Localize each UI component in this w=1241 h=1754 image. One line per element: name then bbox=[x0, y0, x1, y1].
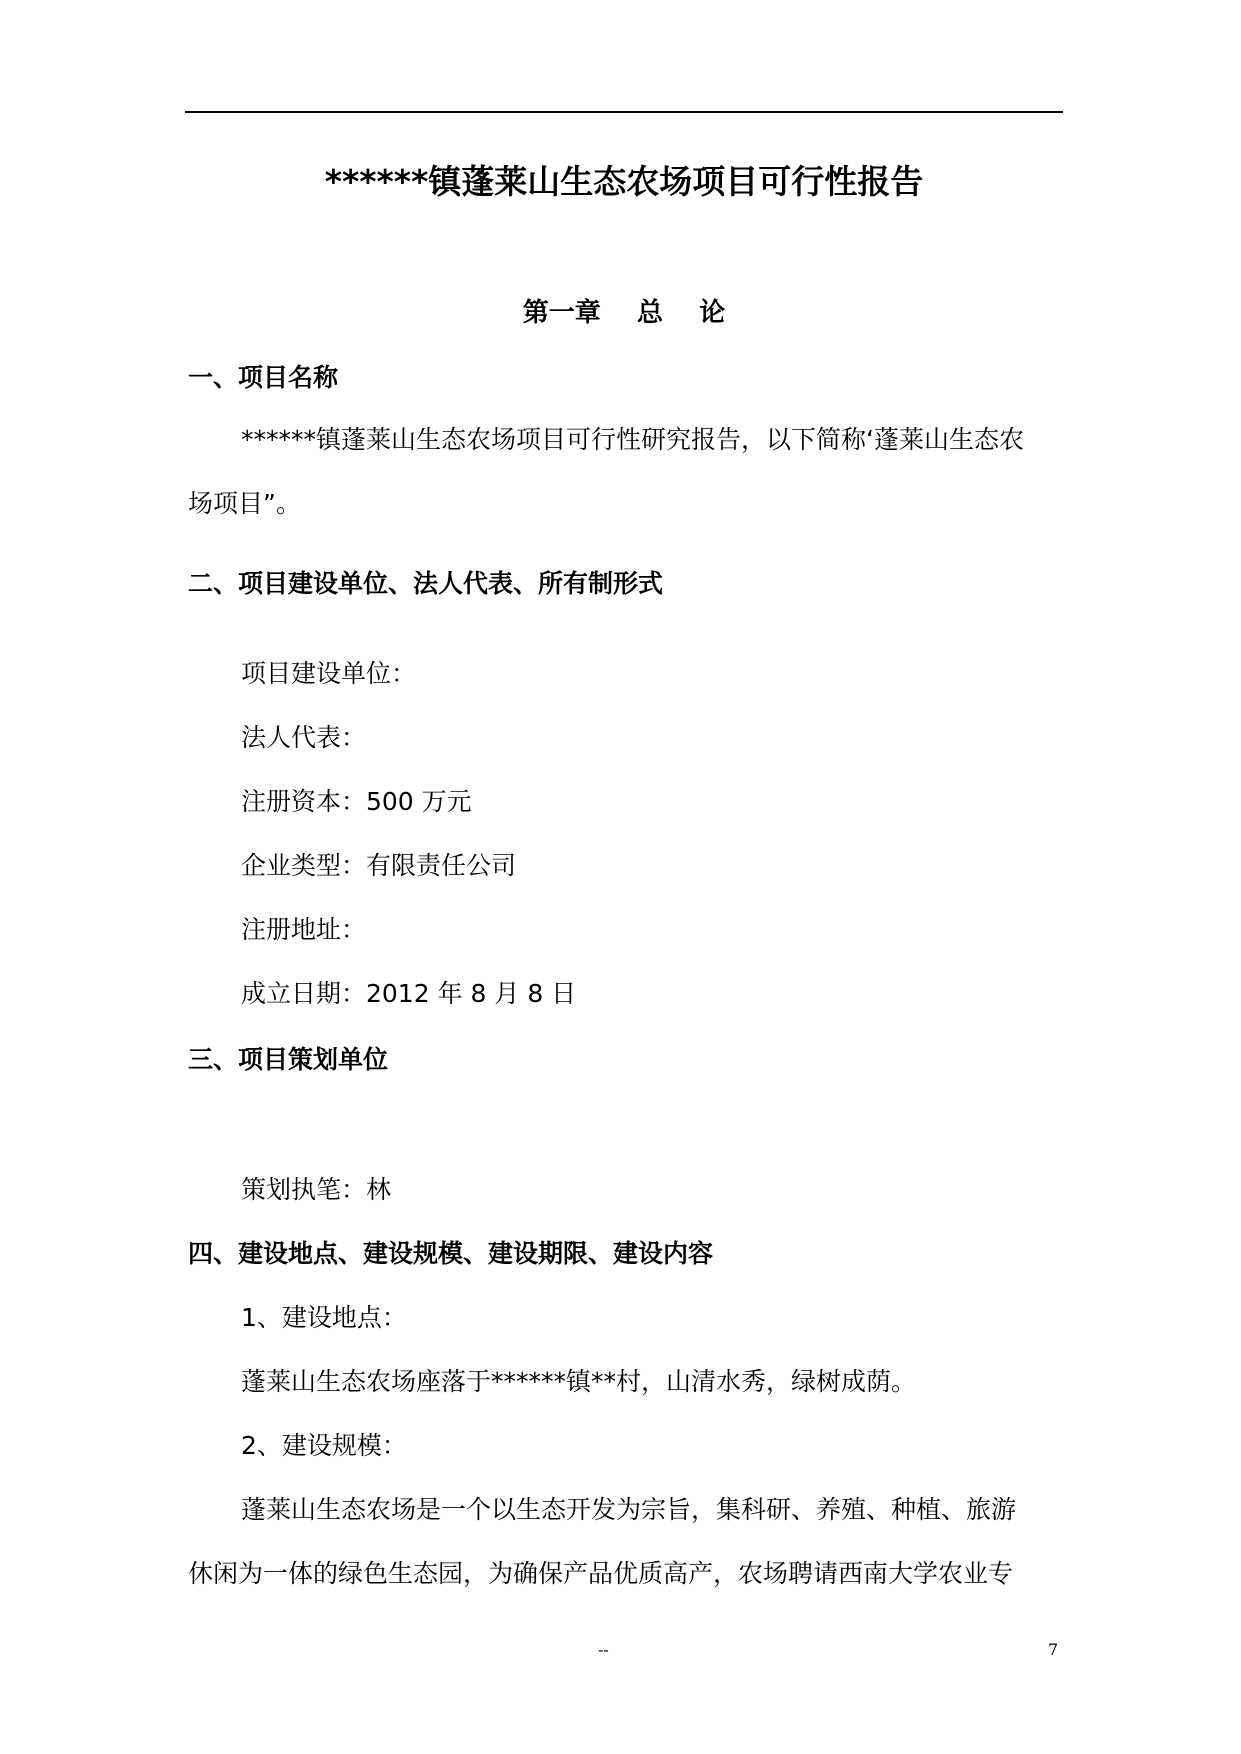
section-4-heading: 四、建设地点、建设规模、建设期限、建设内容 bbox=[188, 1239, 714, 1268]
page-number: 7 bbox=[1048, 1640, 1059, 1659]
item-1-label: 1、建设地点： bbox=[241, 1303, 407, 1332]
section-1-paragraph-line-1: ******镇蓬莱山生态农场项目可行性研究报告，以下简称‘蓬莱山生态农 bbox=[241, 425, 1024, 454]
planning-writer-line: 策划执笔：林 bbox=[241, 1175, 392, 1204]
registered-capital-line: 注册资本：500 万元 bbox=[241, 787, 472, 816]
item-2-paragraph-line-2: 休闲为一体的绿色生态园，为确保产品优质高产，农场聘请西南大学农业专 bbox=[188, 1559, 1014, 1588]
chapter-title: 第一章 总 论 bbox=[522, 298, 726, 328]
construction-unit-line: 项目建设单位： bbox=[241, 659, 417, 688]
enterprise-type-line: 企业类型：有限责任公司 bbox=[241, 851, 517, 880]
founding-date-line: 成立日期：2012 年 8 月 8 日 bbox=[241, 979, 577, 1008]
footer-mark: -- bbox=[598, 1640, 609, 1659]
item-2-paragraph-line-1: 蓬莱山生态农场是一个以生态开发为宗旨，集科研、养殖、种植、旅游 bbox=[241, 1495, 1017, 1524]
section-3-heading: 三、项目策划单位 bbox=[188, 1045, 389, 1074]
legal-representative-line: 法人代表： bbox=[241, 723, 367, 752]
header-rule bbox=[185, 111, 1063, 113]
item-1-text: 蓬莱山生态农场座落于******镇**村，山清水秀，绿树成荫。 bbox=[241, 1367, 917, 1396]
section-1-paragraph-line-2: 场项目”。 bbox=[188, 489, 301, 518]
item-2-label: 2、建设规模： bbox=[241, 1431, 407, 1460]
registered-address-line: 注册地址： bbox=[241, 915, 367, 944]
section-1-heading: 一、项目名称 bbox=[188, 363, 339, 392]
section-2-heading: 二、项目建设单位、法人代表、所有制形式 bbox=[188, 569, 664, 598]
document-title: ******镇蓬莱山生态农场项目可行性报告 bbox=[324, 162, 924, 201]
